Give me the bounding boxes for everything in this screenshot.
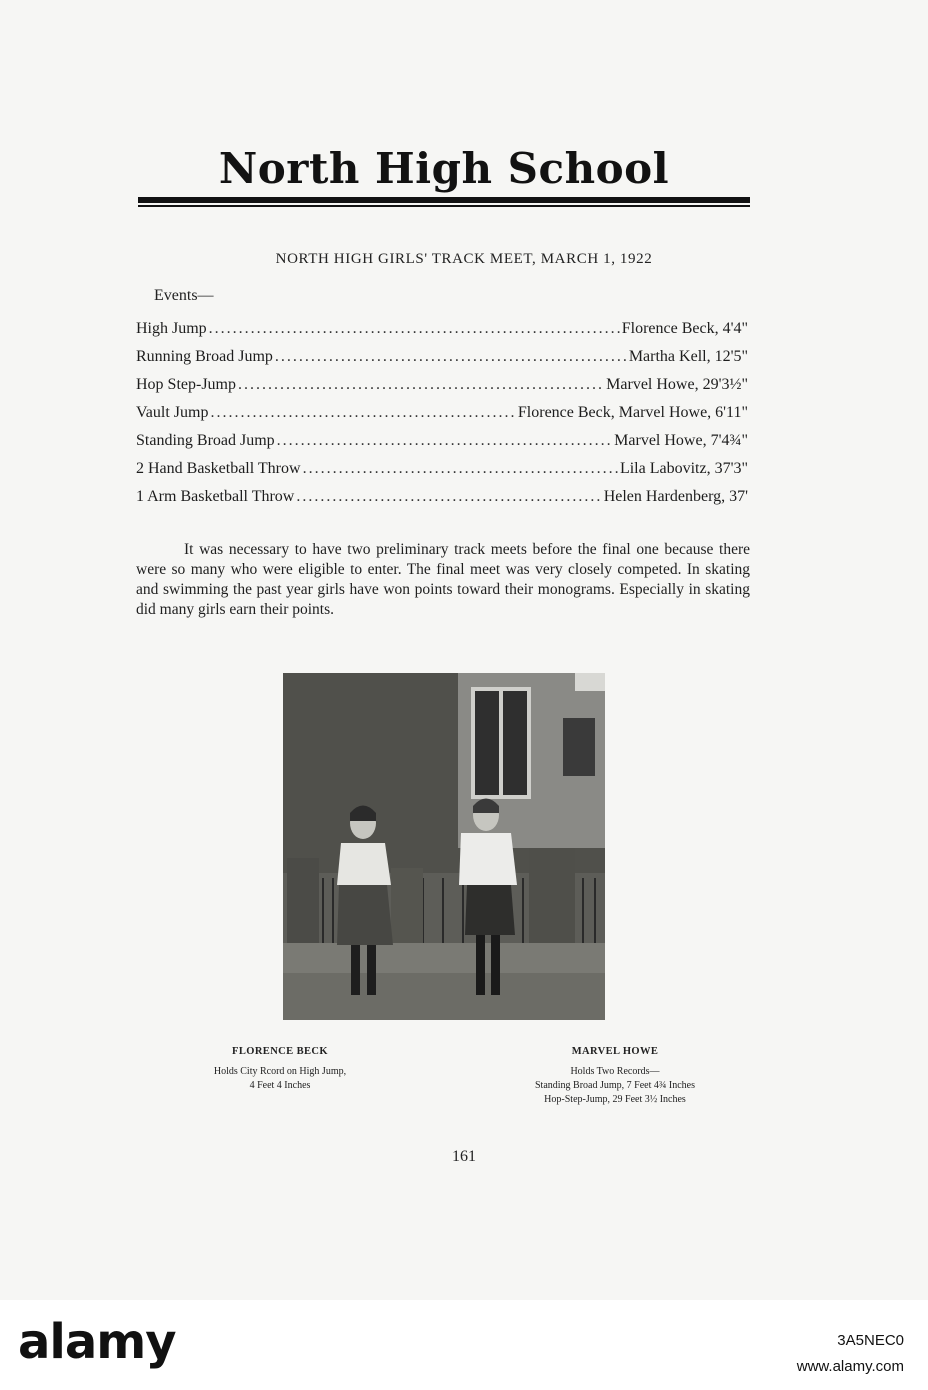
event-row xyxy=(136,320,748,348)
event-winner: Marvel Howe, 7'4¾" xyxy=(614,432,748,449)
masthead-rule-thin xyxy=(138,205,750,207)
page-number: 161 xyxy=(452,1148,476,1165)
event-row xyxy=(136,488,748,516)
event-name: 1 Arm Basketball Throw xyxy=(136,488,295,505)
caption-florence-beck xyxy=(160,1045,400,1093)
event-row xyxy=(136,348,748,376)
caption-line: Holds Two Records— xyxy=(570,1066,660,1077)
event-winner: Marvel Howe, 29'3½" xyxy=(606,376,748,393)
event-name: Hop Step-Jump xyxy=(136,376,236,393)
alamy-logo: alamy xyxy=(18,1314,176,1370)
event-row xyxy=(136,460,748,488)
event-name: High Jump xyxy=(136,320,207,337)
events-list xyxy=(136,320,748,516)
event-name: Standing Broad Jump xyxy=(136,432,275,449)
dot-leader xyxy=(209,320,620,338)
dot-leader xyxy=(210,404,515,422)
caption-marvel-howe xyxy=(470,1045,760,1107)
caption-line: 4 Feet 4 Inches xyxy=(249,1080,311,1091)
event-winner: Lila Labovitz, 37'3" xyxy=(619,460,748,477)
stock-footer xyxy=(0,1300,928,1390)
section-subtitle: NORTH HIGH GIRLS' TRACK MEET, MARCH 1, 1922 xyxy=(275,251,653,267)
caption-name: MARVEL HOWE xyxy=(571,1046,659,1057)
dot-leader xyxy=(296,488,601,506)
event-winner: Florence Beck, 4'4" xyxy=(621,320,748,337)
caption-line: Hop-Step-Jump, 29 Feet 3½ Inches xyxy=(544,1094,686,1105)
dot-leader xyxy=(303,460,618,478)
body-paragraph: It was necessary to have two preliminary track meets before the final one because there were so many who were eligible to enter. The final meet was very closely competed. In skating and swimming the past year girls have won points toward their monograms. Especially in skating did many girls earn their points. xyxy=(136,541,750,618)
footer-info xyxy=(797,1328,904,1380)
event-winner: Martha Kell, 12'5" xyxy=(628,348,748,365)
caption-line: Holds City Rcord on High Jump, xyxy=(213,1066,347,1077)
event-name: Running Broad Jump xyxy=(136,348,273,365)
dot-leader xyxy=(238,376,604,394)
masthead xyxy=(138,140,750,212)
event-name: Vault Jump xyxy=(136,404,209,421)
events-heading: Events— xyxy=(154,287,214,304)
caption-name: FLORENCE BECK xyxy=(232,1046,328,1057)
photo-illustration xyxy=(283,673,605,1020)
event-name: 2 Hand Basketball Throw xyxy=(136,460,301,477)
page-title: North High School xyxy=(218,144,670,193)
photo-two-athletes xyxy=(283,673,605,1020)
site-url: www.alamy.com xyxy=(796,1358,904,1375)
event-winner: Helen Hardenberg, 37' xyxy=(603,488,748,505)
event-row xyxy=(136,376,748,404)
caption-line: Standing Broad Jump, 7 Feet 4¾ Inches xyxy=(535,1080,695,1091)
event-winner: Florence Beck, Marvel Howe, 6'11" xyxy=(517,404,748,421)
event-row xyxy=(136,404,748,432)
image-id: 3A5NEC0 xyxy=(837,1332,904,1349)
dot-leader xyxy=(277,432,613,450)
event-row xyxy=(136,432,748,460)
dot-leader xyxy=(275,348,627,366)
masthead-rule xyxy=(138,197,750,203)
